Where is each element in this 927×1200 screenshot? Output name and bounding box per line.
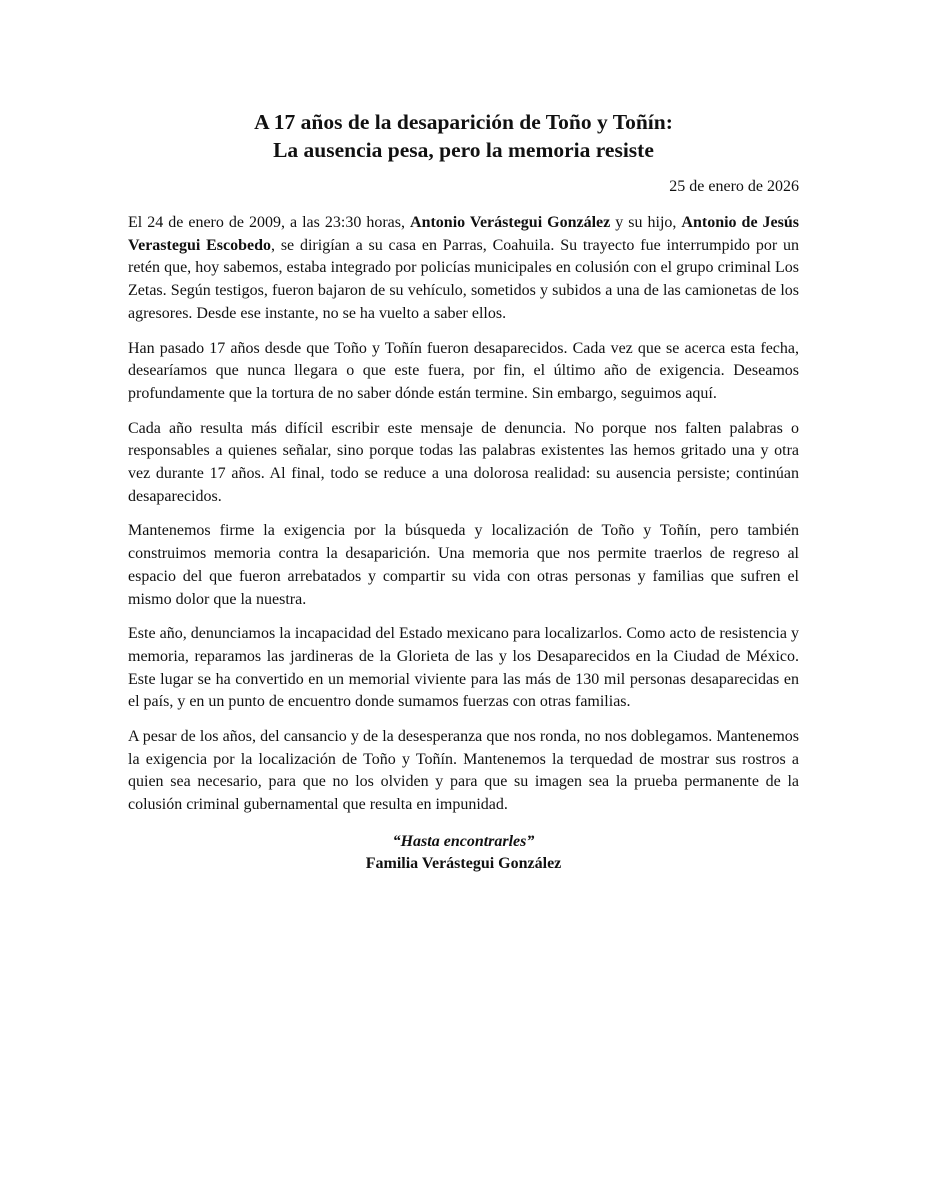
closing-motto: “Hasta encontrarles” bbox=[392, 832, 535, 850]
paragraph-5: Este año, denunciamos la incapacidad del Estado mexicano para localizarlos. Como acto de resistencia y memoria, reparamos las jardineras de la Glorieta de las y los Desaparecidos en la Ciudad de México. Este lugar se ha convertido en un memorial viviente para las más de 130 mil personas desaparecidas en el país, y en un punto de encuentro donde sumamos fuerzas con otras familias. bbox=[128, 625, 799, 711]
name-antonio-de-jesus-verastegui-escobedo: Antonio de Jesús Verastegui Escobedo bbox=[128, 214, 799, 254]
document-title bbox=[128, 108, 799, 164]
document-body bbox=[128, 108, 799, 875]
paragraph-1-text-c: y su hijo, bbox=[610, 214, 682, 231]
paragraph-3: Cada año resulta más difícil escribir este mensaje de denuncia. No porque nos falten palabras o responsables a quienes señalar, sino porque todas las palabras existentes las hemos gritado una y otra vez durante 17 años. Al final, todo se reduce a una dolorosa realidad: su ausencia persiste; continúan desaparecidos. bbox=[128, 419, 799, 505]
name-antonio-verastegui-gonzalez: Antonio Verástegui González bbox=[410, 214, 611, 231]
paragraph-6: A pesar de los años, del cansancio y de la desesperanza que nos ronda, no nos doblegamos. Mantenemos la exigencia por la localización de Toño y Toñín. Mantenemos la terquedad de mostrar sus rostros a quien sea necesario, para que no los olviden y para que su imagen sea la prueba permanente de la colusión criminal gubernamental que resulta en impunidad. bbox=[128, 728, 799, 814]
paragraph-1-text-e: , se dirigían a su casa en Parras, Coahuila. Su trayecto fue interrumpido por un retén que, hoy sabemos, estaba integrado por policías municipales en colusión con el grupo criminal Los Zetas. Según testigos, fueron bajaron de su vehículo, sometidos y subidos a una de las camionetas de los agresores. Desde ese instante, no se ha vuelto a saber ellos. bbox=[128, 236, 800, 322]
document-date: 25 de enero de 2026 bbox=[669, 178, 799, 195]
title-line-1: A 17 años de la desaparición de Toño y Toñín: bbox=[254, 110, 673, 134]
paragraph-4: Mantenemos firme la exigencia por la búsqueda y localización de Toño y Toñín, pero también construimos memoria contra la desaparición. Una memoria que nos permite traerlos de regreso al espacio del que fueron arrebatados y compartir su vida con otras personas y familias que sufren el mismo dolor que la nuestra. bbox=[128, 522, 799, 608]
paragraph-1-text-a: El 24 de enero de 2009, a las 23:30 horas, bbox=[128, 214, 411, 231]
title-line-2: La ausencia pesa, pero la memoria resiste bbox=[273, 138, 654, 162]
paragraph-1 bbox=[128, 212, 799, 326]
paragraph-2: Han pasado 17 años desde que Toño y Toñín fueron desaparecidos. Cada vez que se acerca esta fecha, desearíamos que nunca llegara o que este fuera, por fin, el último año de exigencia. Deseamos profundamente que la tortura de no saber dónde están termine. Sin embargo, seguimos aquí. bbox=[128, 339, 799, 402]
closing-block bbox=[128, 831, 799, 875]
signature: Familia Verástegui González bbox=[365, 854, 562, 872]
